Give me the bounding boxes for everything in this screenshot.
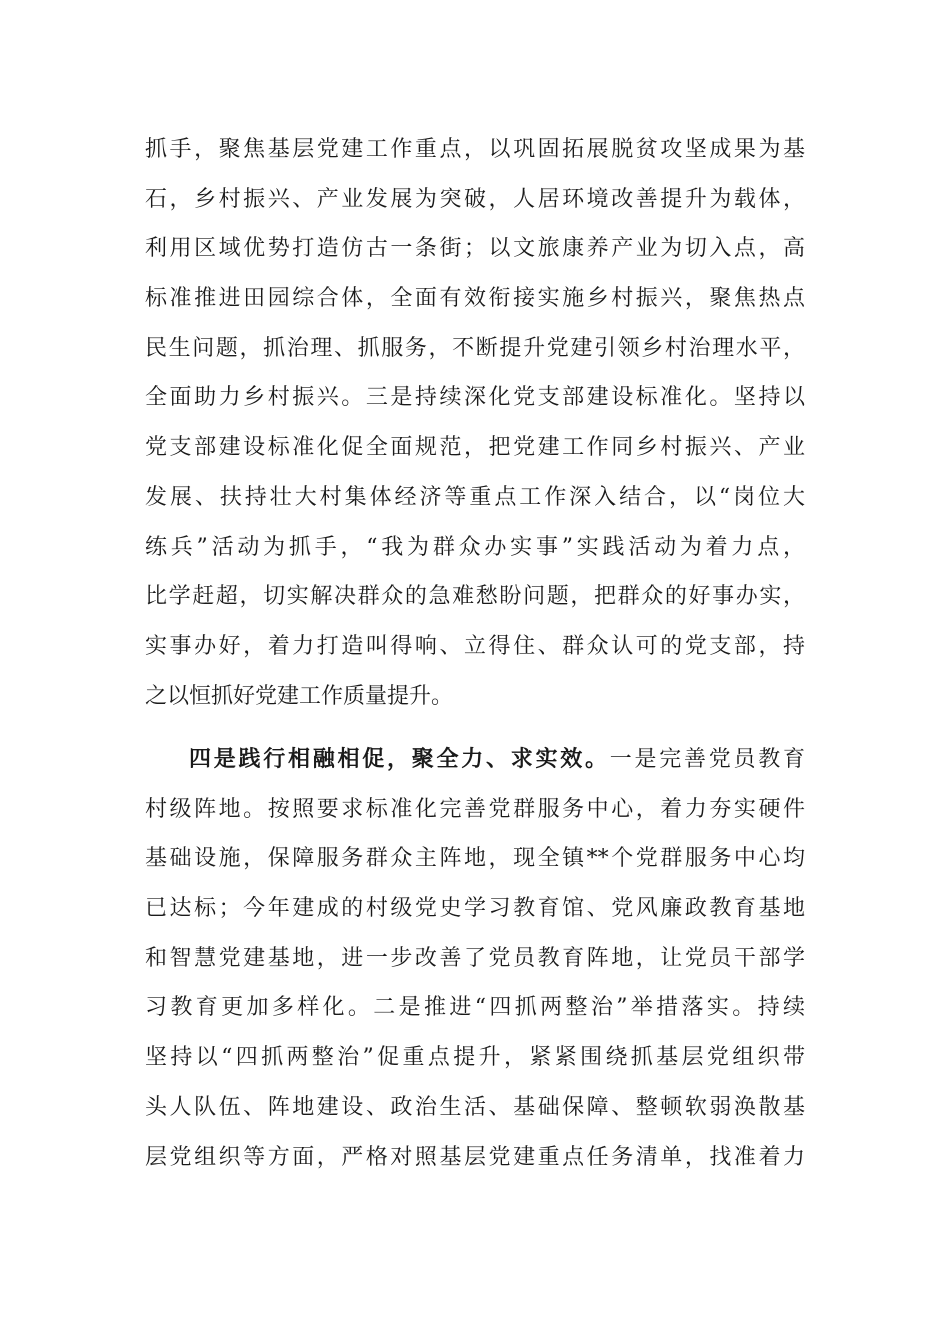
paragraph-1-line-11: 实事办好，着力打造叫得响、立得住、群众认可的党支部，持 [145,633,805,659]
paragraph-1-line-8: 发展、扶持壮大村集体经济等重点工作深入结合，以“岗位大 [145,484,805,510]
paragraph-2-heading: 四是践行相融相促，聚全力、求实效。 [189,746,610,772]
paragraph-1-line-3: 利用区域优势打造仿古一条街；以文旅康养产业为切入点，高 [145,236,805,262]
paragraph-2-line-6: 习教育更加多样化。二是推进“四抓两整治”举措落实。持续 [145,995,805,1021]
paragraph-1 [145,125,805,721]
paragraph-1-line-9: 练兵”活动为抓手，“我为群众办实事”实践活动为着力点， [145,534,805,560]
paragraph-1-line-7: 党支部建设标准化促全面规范，把党建工作同乡村振兴、产业 [145,435,805,461]
paragraph-2-line-8: 头人队伍、阵地建设、政治生活、基础保障、整顿软弱涣散基 [145,1094,805,1120]
paragraph-2-line-4: 已达标；今年建成的村级党史学习教育馆、党风廉政教育基地 [145,896,805,922]
paragraph-1-line-12: 之以恒抓好党建工作质量提升。 [145,683,454,709]
paragraph-2-line-9: 层党组织等方面，严格对照基层党建重点任务清单，找准着力 [145,1144,805,1170]
paragraph-1-line-5: 民生问题，抓治理、抓服务，不断提升党建引领乡村治理水平， [145,335,805,361]
paragraph-1-line-2: 石，乡村振兴、产业发展为突破，人居环境改善提升为载体， [145,186,805,212]
paragraph-2-first-line-rest: 一是完善党员教育 [609,747,805,772]
paragraph-2-line-5: 和智慧党建基地，进一步改善了党员教育阵地，让党员干部学 [145,945,805,971]
paragraph-1-line-6: 全面助力乡村振兴。三是持续深化党支部建设标准化。坚持以 [145,385,805,411]
paragraph-2-line-3: 基础设施，保障服务群众主阵地，现全镇**个党群服务中心均 [145,846,805,872]
paragraph-1-line-10: 比学赶超，切实解决群众的急难愁盼问题，把群众的好事办实， [145,584,805,610]
paragraph-1-line-1: 抓手，聚焦基层党建工作重点，以巩固拓展脱贫攻坚成果为基 [145,137,805,162]
paragraph-2 [145,735,805,1182]
paragraph-2-first-line [145,735,805,785]
paragraph-2-line-7: 坚持以“四抓两整治”促重点提升，紧紧围绕抓基层党组织带 [145,1045,805,1071]
paragraph-1-line-4: 标准推进田园综合体，全面有效衔接实施乡村振兴，聚焦热点 [145,286,805,312]
paragraph-2-line-2: 村级阵地。按照要求标准化完善党群服务中心，着力夯实硬件 [145,796,805,822]
